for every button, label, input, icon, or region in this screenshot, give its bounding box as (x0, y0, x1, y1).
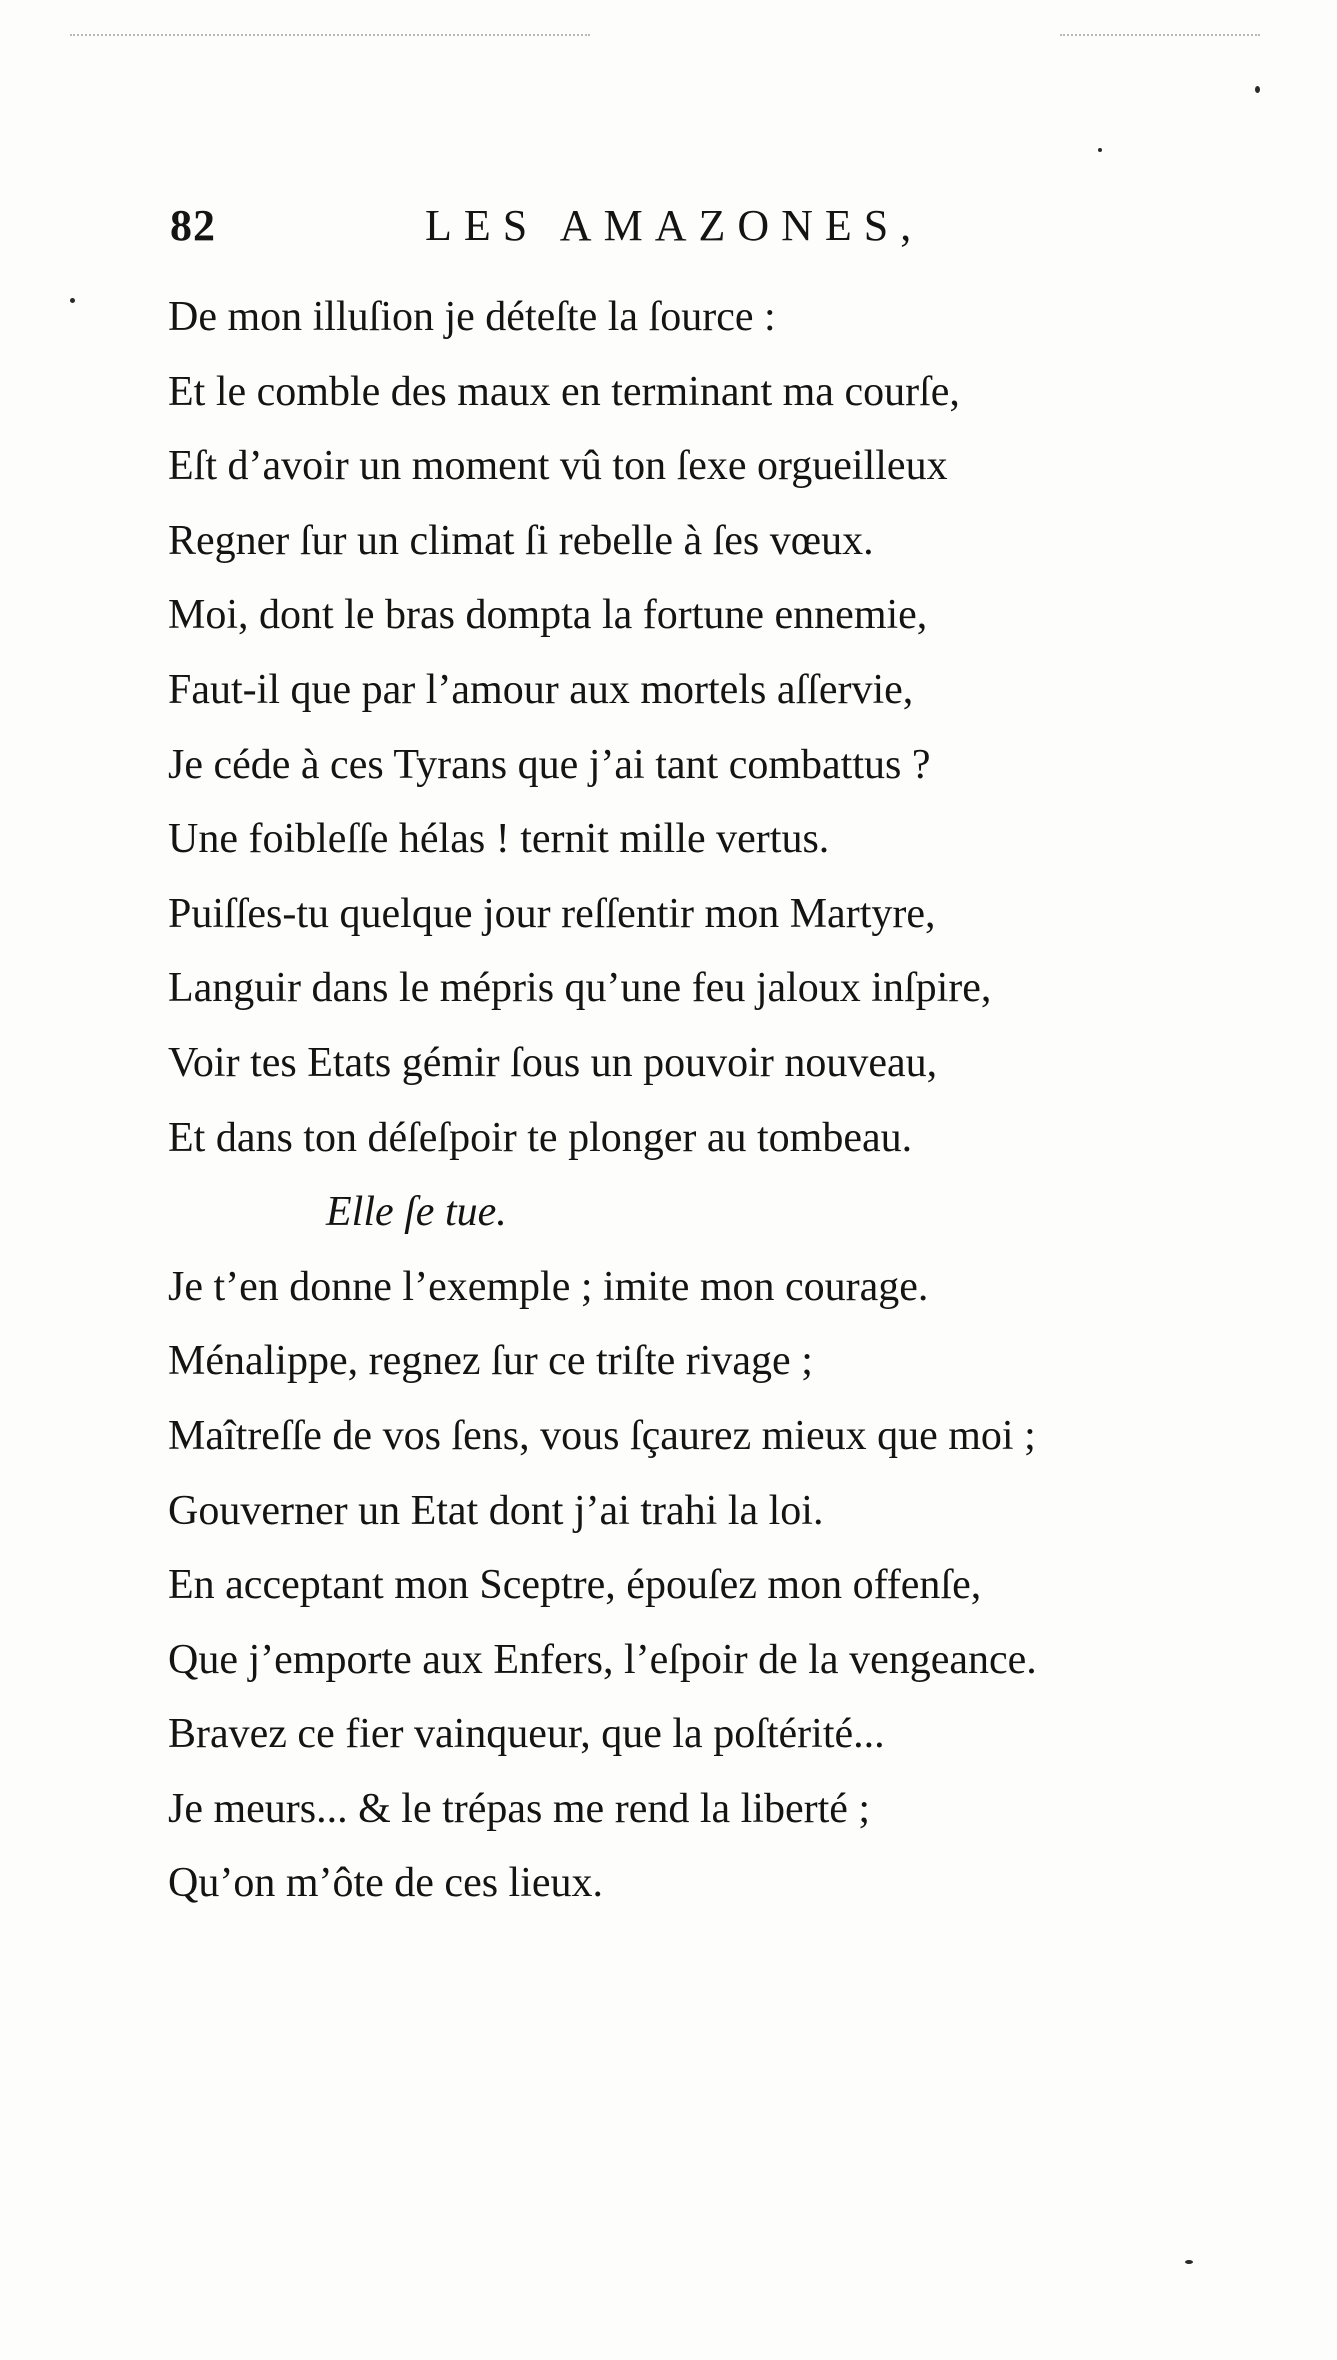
verse-line: Je meurs... & le trépas me rend la liberté ; (168, 1785, 871, 1832)
verse-line: Languir dans le mépris qu’une feu jaloux inſpire, (168, 965, 992, 1012)
verse-line: Gouverner un Etat dont j’ai trahi la loi. (168, 1487, 824, 1534)
verse-line: Regner ſur un climat ſi rebelle à ſes vœux. (168, 517, 874, 564)
verse-line: Et le comble des maux en terminant ma courſe, (168, 368, 960, 415)
verse-line: Maîtreſſe de vos ſens, vous ſçaurez mieux que moi ; (168, 1412, 1036, 1459)
verse-text (168, 280, 1168, 1921)
verse-line: Bravez ce fier vainqueur, que la poſtérité... (168, 1711, 885, 1758)
scan-speck (70, 298, 75, 303)
verse-line: Ménalippe, regnez ſur ce triſte rivage ; (168, 1338, 813, 1385)
verse-line: Moi, dont le bras dompta la fortune ennemie, (168, 592, 928, 639)
verse-line: Je t’en donne l’exemple ; imite mon courage. (168, 1263, 929, 1310)
running-title: LES AMAZONES, (425, 201, 924, 250)
verse-line: Eſt d’avoir un moment vû ton ſexe orgueilleux (168, 443, 948, 490)
stage-direction: Elle ſe tue. (326, 1189, 507, 1236)
page-header (170, 200, 1020, 270)
verse-line: Et dans ton déſeſpoir te plonger au tombeau. (168, 1114, 913, 1161)
verse-line: Puiſſes-tu quelque jour reſſentir mon Martyre, (168, 890, 936, 937)
scan-noise-right (1060, 34, 1260, 42)
scan-speck (1255, 86, 1260, 93)
verse-line: Que j’emporte aux Enfers, l’eſpoir de la vengeance. (168, 1636, 1037, 1683)
verse-line: Faut-il que par l’amour aux mortels aſſervie, (168, 666, 914, 713)
page-number: 82 (170, 201, 216, 250)
scan-speck (1098, 148, 1102, 152)
verse-line: En acceptant mon Sceptre, épouſez mon offenſe, (168, 1562, 982, 1609)
verse-line: Qu’on m’ôte de ces lieux. (168, 1860, 604, 1907)
scan-speck (1185, 2260, 1193, 2264)
verse-line: Je céde à ces Tyrans que j’ai tant combattus ? (168, 741, 931, 788)
verse-line: Une foibleſſe hélas ! ternit mille vertus. (168, 816, 830, 863)
verse-line: De mon illuſion je déteſte la ſource : (168, 294, 776, 340)
scan-noise-left (70, 34, 590, 42)
verse-line: Voir tes Etats gémir ſous un pouvoir nouveau, (168, 1039, 938, 1086)
